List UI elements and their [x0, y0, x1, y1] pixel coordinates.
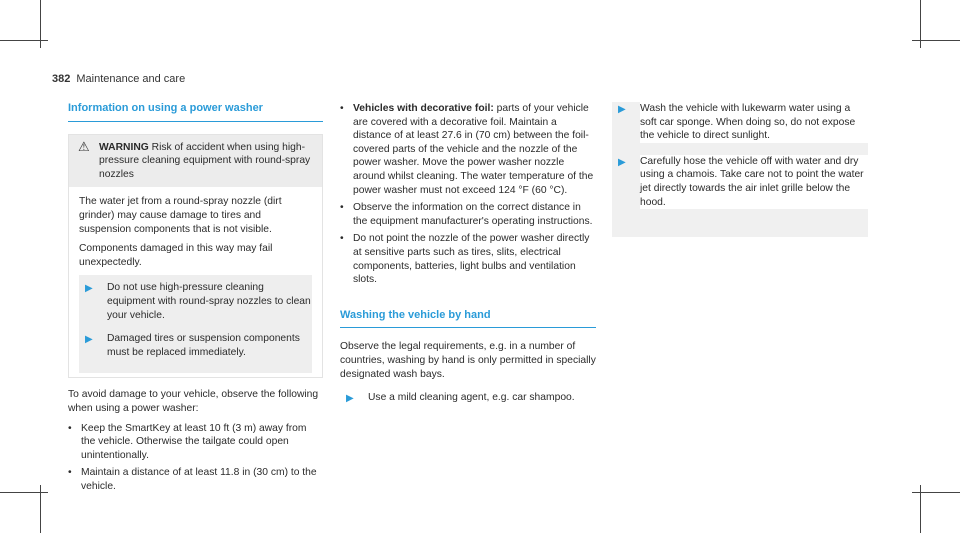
section-title: Maintenance and care [76, 73, 186, 85]
arrow-icon: ▶ [346, 393, 354, 405]
intro-paragraph: To avoid damage to your vehicle, observe the following when using a power washer: [68, 389, 319, 414]
list-item: • Vehicles with decorative foil: parts of your vehicle are covered with a decorative foil. Maintain a distance of at least 27.6 in (70 cm) between the foil-covered parts of the vehicle and the nozzle of the power washer. Move the power washer nozzle around whilst cleaning. The water temperature of the power washer must not exceed 124 °F (60 °C). [340, 103, 594, 196]
list-item: • Do not point the nozzle of the power washer directly at sensitive parts such as tires, slits, electrical components, batteries, light bulbs and ventilation slots. [340, 233, 590, 286]
instruction-step: ▶ Do not use high-pressure cleaning equipment with round-spray nozzles to clean your vehicle. [85, 282, 311, 321]
warning-paragraph: The water jet from a round-spray nozzle (dirt grinder) may cause damage to tires and suspension components that is not visible. [79, 196, 282, 235]
section-heading: Information on using a power washer [68, 102, 323, 122]
warning-paragraph: Components damaged in this way may fail unexpectedly. [79, 243, 273, 268]
list-item: • Keep the SmartKey at least 10 ft (3 m) away from the vehicle. Otherwise the tailgate could open unintentionally. [68, 422, 307, 461]
column-3 [612, 102, 868, 237]
instruction-step: ▶ Damaged tires or suspension components must be replaced immediately. [85, 333, 300, 358]
crop-mark [0, 492, 48, 493]
list-item: • Maintain a distance of at least 11.8 in (30 cm) to the vehicle. [68, 467, 317, 492]
section-heading: Washing the vehicle by hand [340, 309, 596, 329]
bullet-icon: • [68, 467, 72, 479]
page-number: 382 [52, 73, 71, 85]
arrow-icon: ▶ [85, 334, 93, 346]
column-2 [340, 102, 596, 415]
page-header [52, 73, 185, 85]
bullet-icon: • [340, 103, 344, 114]
instruction-step: ▶ Carefully hose the vehicle off with water and dry using a chamois. Take care not to point the water jet directly towards the air inlet grille below the hood. [612, 155, 868, 237]
crop-mark [912, 492, 960, 493]
arrow-icon: ▶ [618, 156, 626, 168]
warning-text: Risk of accident when using high-pressure cleaning equipment with round-spray nozzles [99, 141, 311, 180]
paragraph: Observe the legal requirements, e.g. in a number of countries, washing by hand is only permitted in specially designated wash bays. [340, 341, 596, 380]
bullet-icon: • [68, 422, 72, 434]
column-1 [68, 102, 323, 497]
bullet-icon: • [340, 233, 344, 245]
warning-icon: ⚠ [78, 138, 90, 154]
arrow-icon: ▶ [85, 283, 93, 295]
warning-header [69, 135, 322, 188]
bullet-icon: • [340, 202, 344, 214]
warning-body [69, 187, 322, 377]
steps-box [612, 102, 868, 237]
crop-mark [912, 40, 960, 41]
warning-label: WARNING [99, 141, 149, 153]
list-item: • Observe the information on the correct distance in the equipment manufacturer's operating instructions. [340, 202, 593, 227]
warning-box [68, 134, 323, 379]
crop-mark [0, 40, 48, 41]
instruction-step: ▶ Use a mild cleaning agent, e.g. car shampoo. [346, 392, 575, 405]
instruction-step: ▶ Wash the vehicle with lukewarm water using a soft car sponge. When doing so, do not expose the vehicle to direct sunlight. [612, 102, 868, 143]
warning-steps [79, 275, 312, 373]
arrow-icon: ▶ [618, 104, 626, 115]
